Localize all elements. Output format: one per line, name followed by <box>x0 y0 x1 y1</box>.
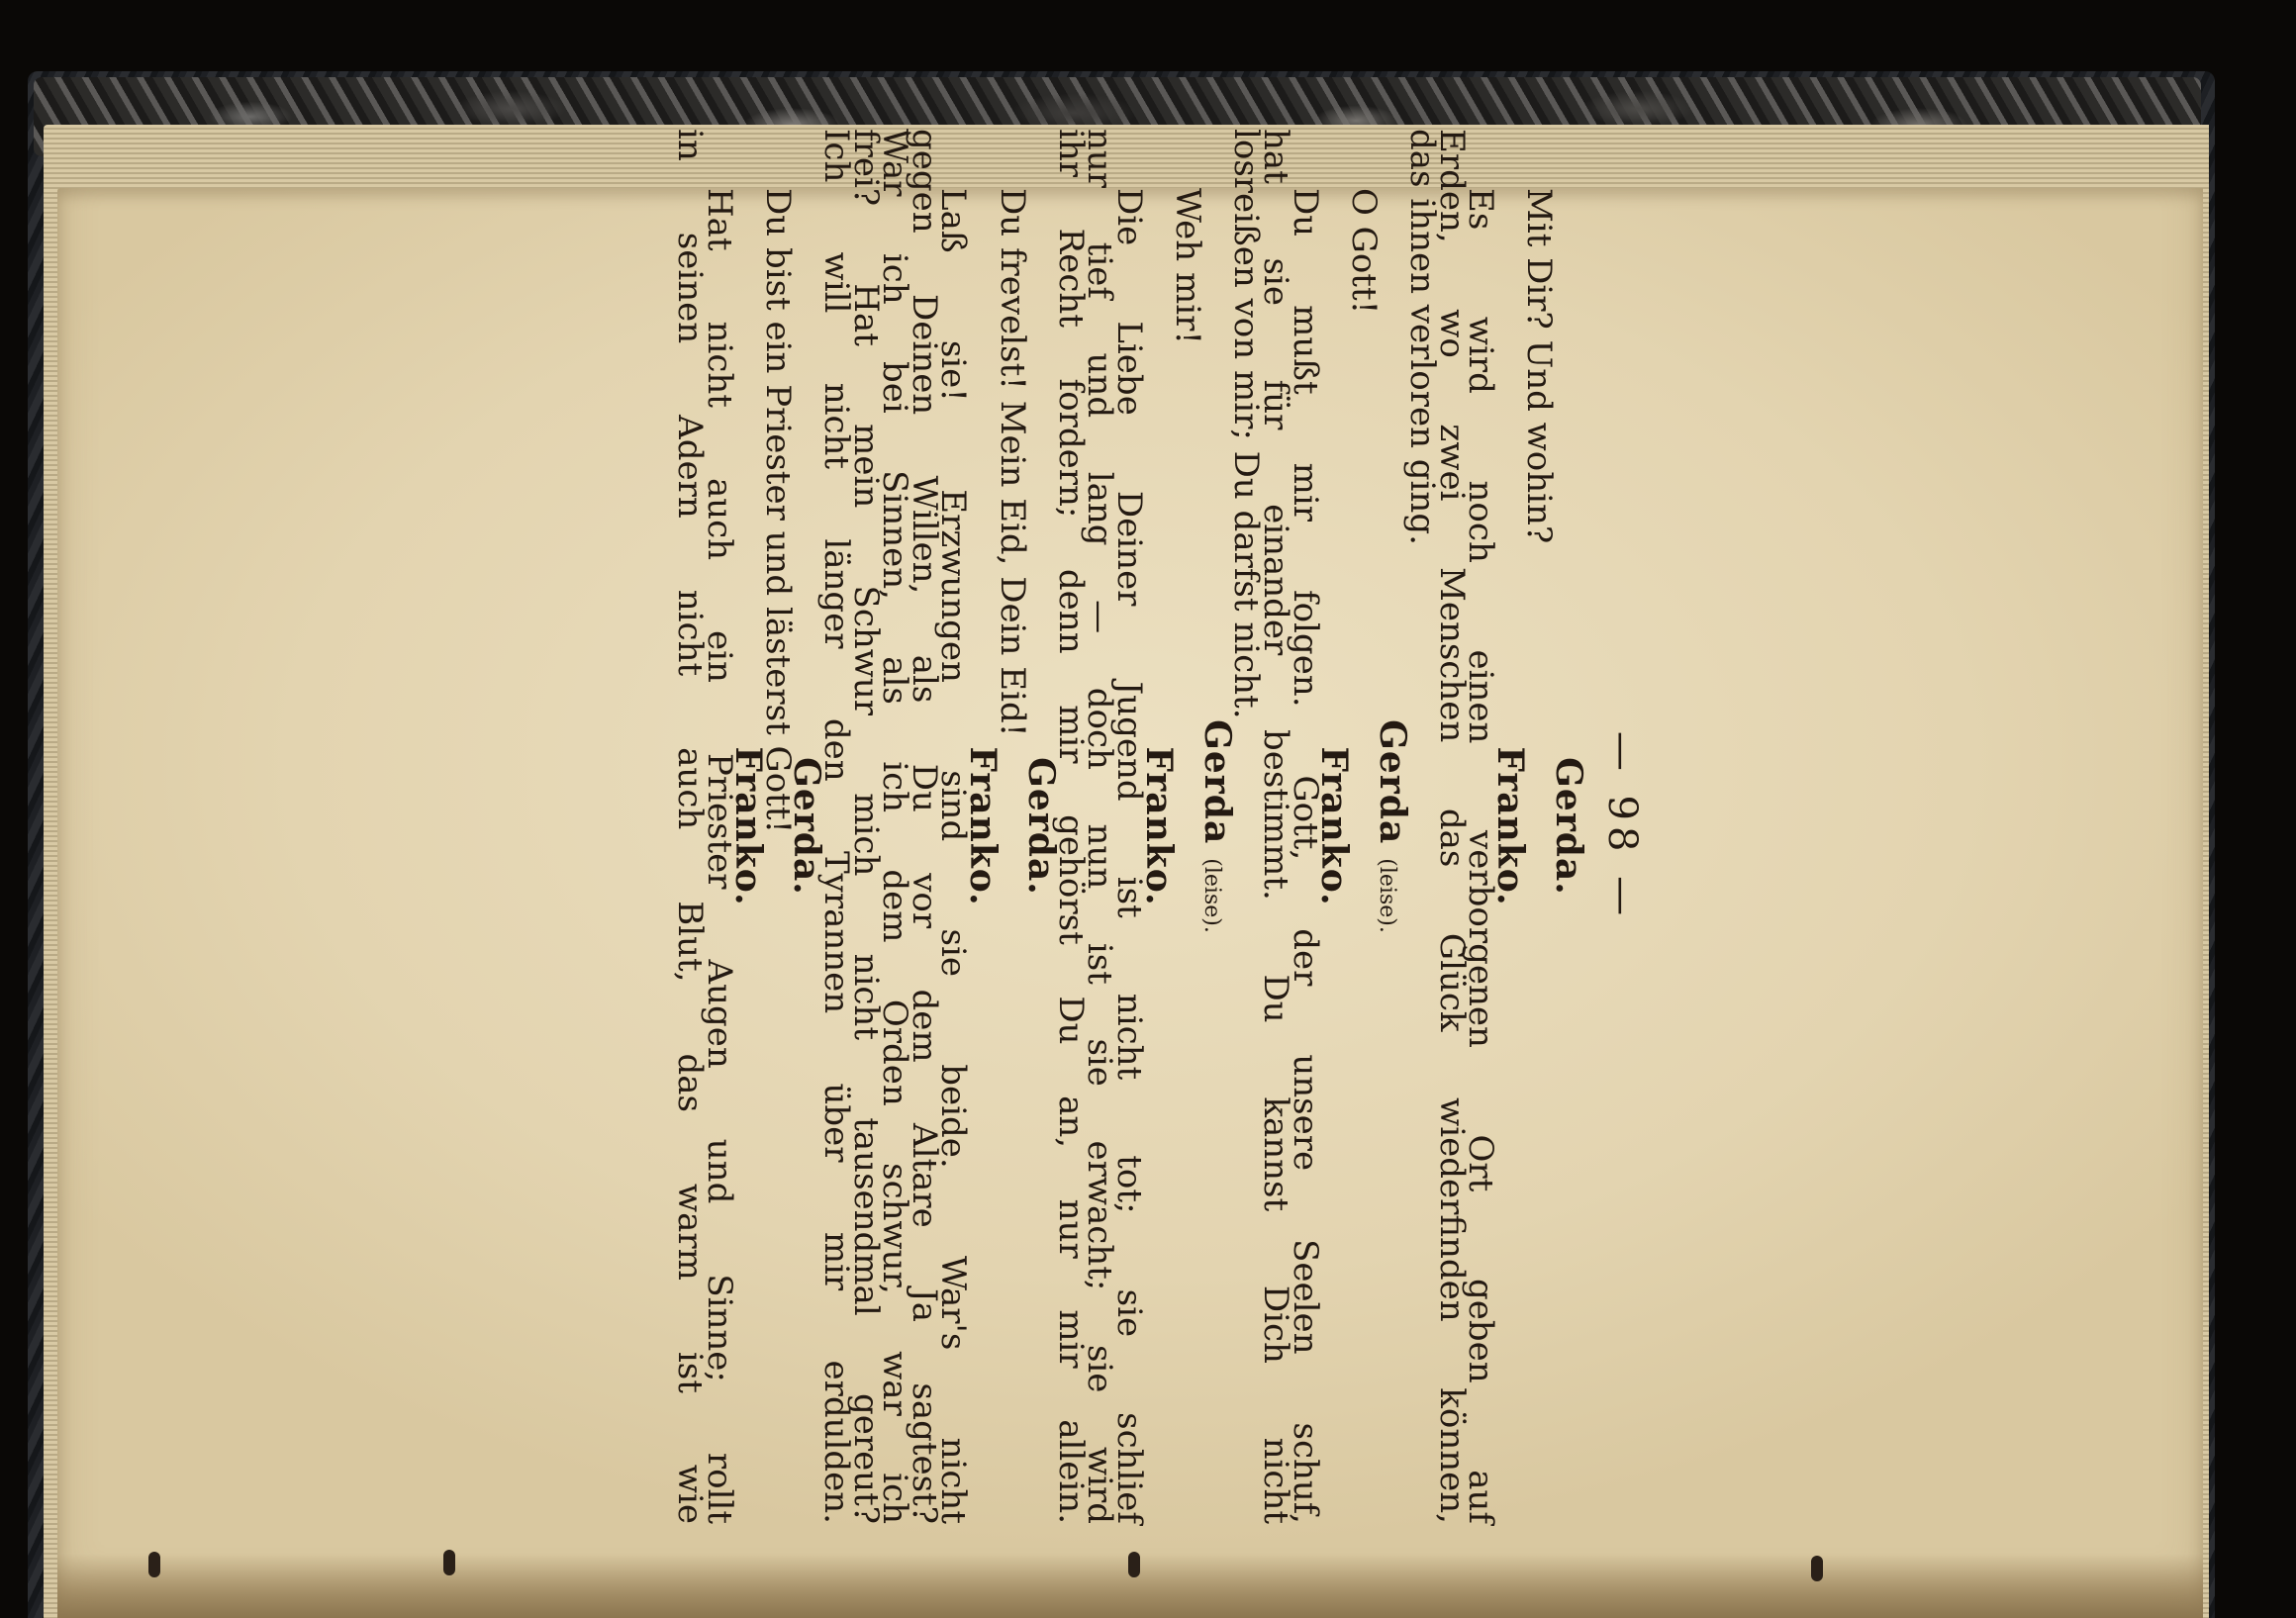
binding-stitch <box>443 1550 455 1575</box>
speaker-name: Gerda <box>1372 719 1414 845</box>
text-line: in seinen Adern nicht auch Blut, das warm ist wie <box>670 129 710 1524</box>
speaker-name: Franko. <box>1488 746 1531 906</box>
text-line: gegen Deinen Willen, als Du vor dem Altare Ja sagtest? <box>904 129 944 1524</box>
speaker-name: Franko. <box>1137 746 1180 906</box>
text-line: Ich will nicht länger den Tyrannen über mir erdulden. <box>816 129 856 1524</box>
text-line: O Gott! <box>1343 188 1384 315</box>
speaker-name: Gerda. <box>786 757 828 896</box>
text-line: Du bist ein Priester und lästerst Gott! <box>757 188 798 834</box>
text-line: Erden, wo zwei Menschen das Glück wiederfinden können, <box>1431 129 1472 1524</box>
text-line: frei? Hat mein Schwur mich nicht tausendmal gereut? <box>845 129 886 1524</box>
text-line: Laß sie! Erzwungen sind sie beide. War's nicht <box>933 188 974 1524</box>
binding-stitch <box>1811 1556 1823 1581</box>
speaker-name: Gerda <box>1196 719 1238 845</box>
text-line: das ihnen verloren ging. <box>1402 129 1442 545</box>
text-line: Du mußt mir folgen. Gott, der unsere Seelen schuf, <box>1285 188 1325 1524</box>
text-line: hat sie für einander bestimmt. Du kannst Dich nicht <box>1256 129 1295 1524</box>
text-line: Hat nicht auch ein Priester Augen und Sinne; rollt <box>699 188 739 1524</box>
binding-stitch <box>148 1552 160 1577</box>
stage-direction: (leise). <box>1375 858 1400 933</box>
text-line: nur tief und lang — doch nun ist sie erwacht; sie wird <box>1080 129 1120 1524</box>
text-line: Weh mir! <box>1168 188 1208 345</box>
text-line: losreißen von mir; Du darfst nicht. <box>1226 129 1267 719</box>
speaker-name: Franko. <box>1313 746 1356 906</box>
text-line: ihr Recht fordern; denn mir gehörst Du an, nur mir allein. <box>1050 129 1091 1524</box>
text-line: War ich bei Sinnen, als ich dem Orden schwur, war ich <box>875 129 915 1524</box>
speaker-name: Gerda. <box>1020 757 1063 896</box>
speaker-name: Franko. <box>727 746 770 906</box>
page-number: — 98 — <box>1599 730 1645 922</box>
page-text <box>653 129 1643 1524</box>
text-line: Die Liebe Deiner Jugend ist nicht tot; sie schlief <box>1109 188 1149 1524</box>
text-line: Du frevelst! Mein Eid, Dein Eid! <box>992 188 1032 737</box>
stage-direction: (leise). <box>1198 858 1224 933</box>
binding-stitch <box>1128 1552 1140 1577</box>
speaker-name: Franko. <box>962 746 1004 906</box>
speaker-name: Gerda. <box>1548 757 1589 896</box>
text-line: Es wird noch einen verborgenen Ort geben auf <box>1461 188 1501 1524</box>
text-line: Mit Dir? Und wohin? <box>1519 188 1560 544</box>
